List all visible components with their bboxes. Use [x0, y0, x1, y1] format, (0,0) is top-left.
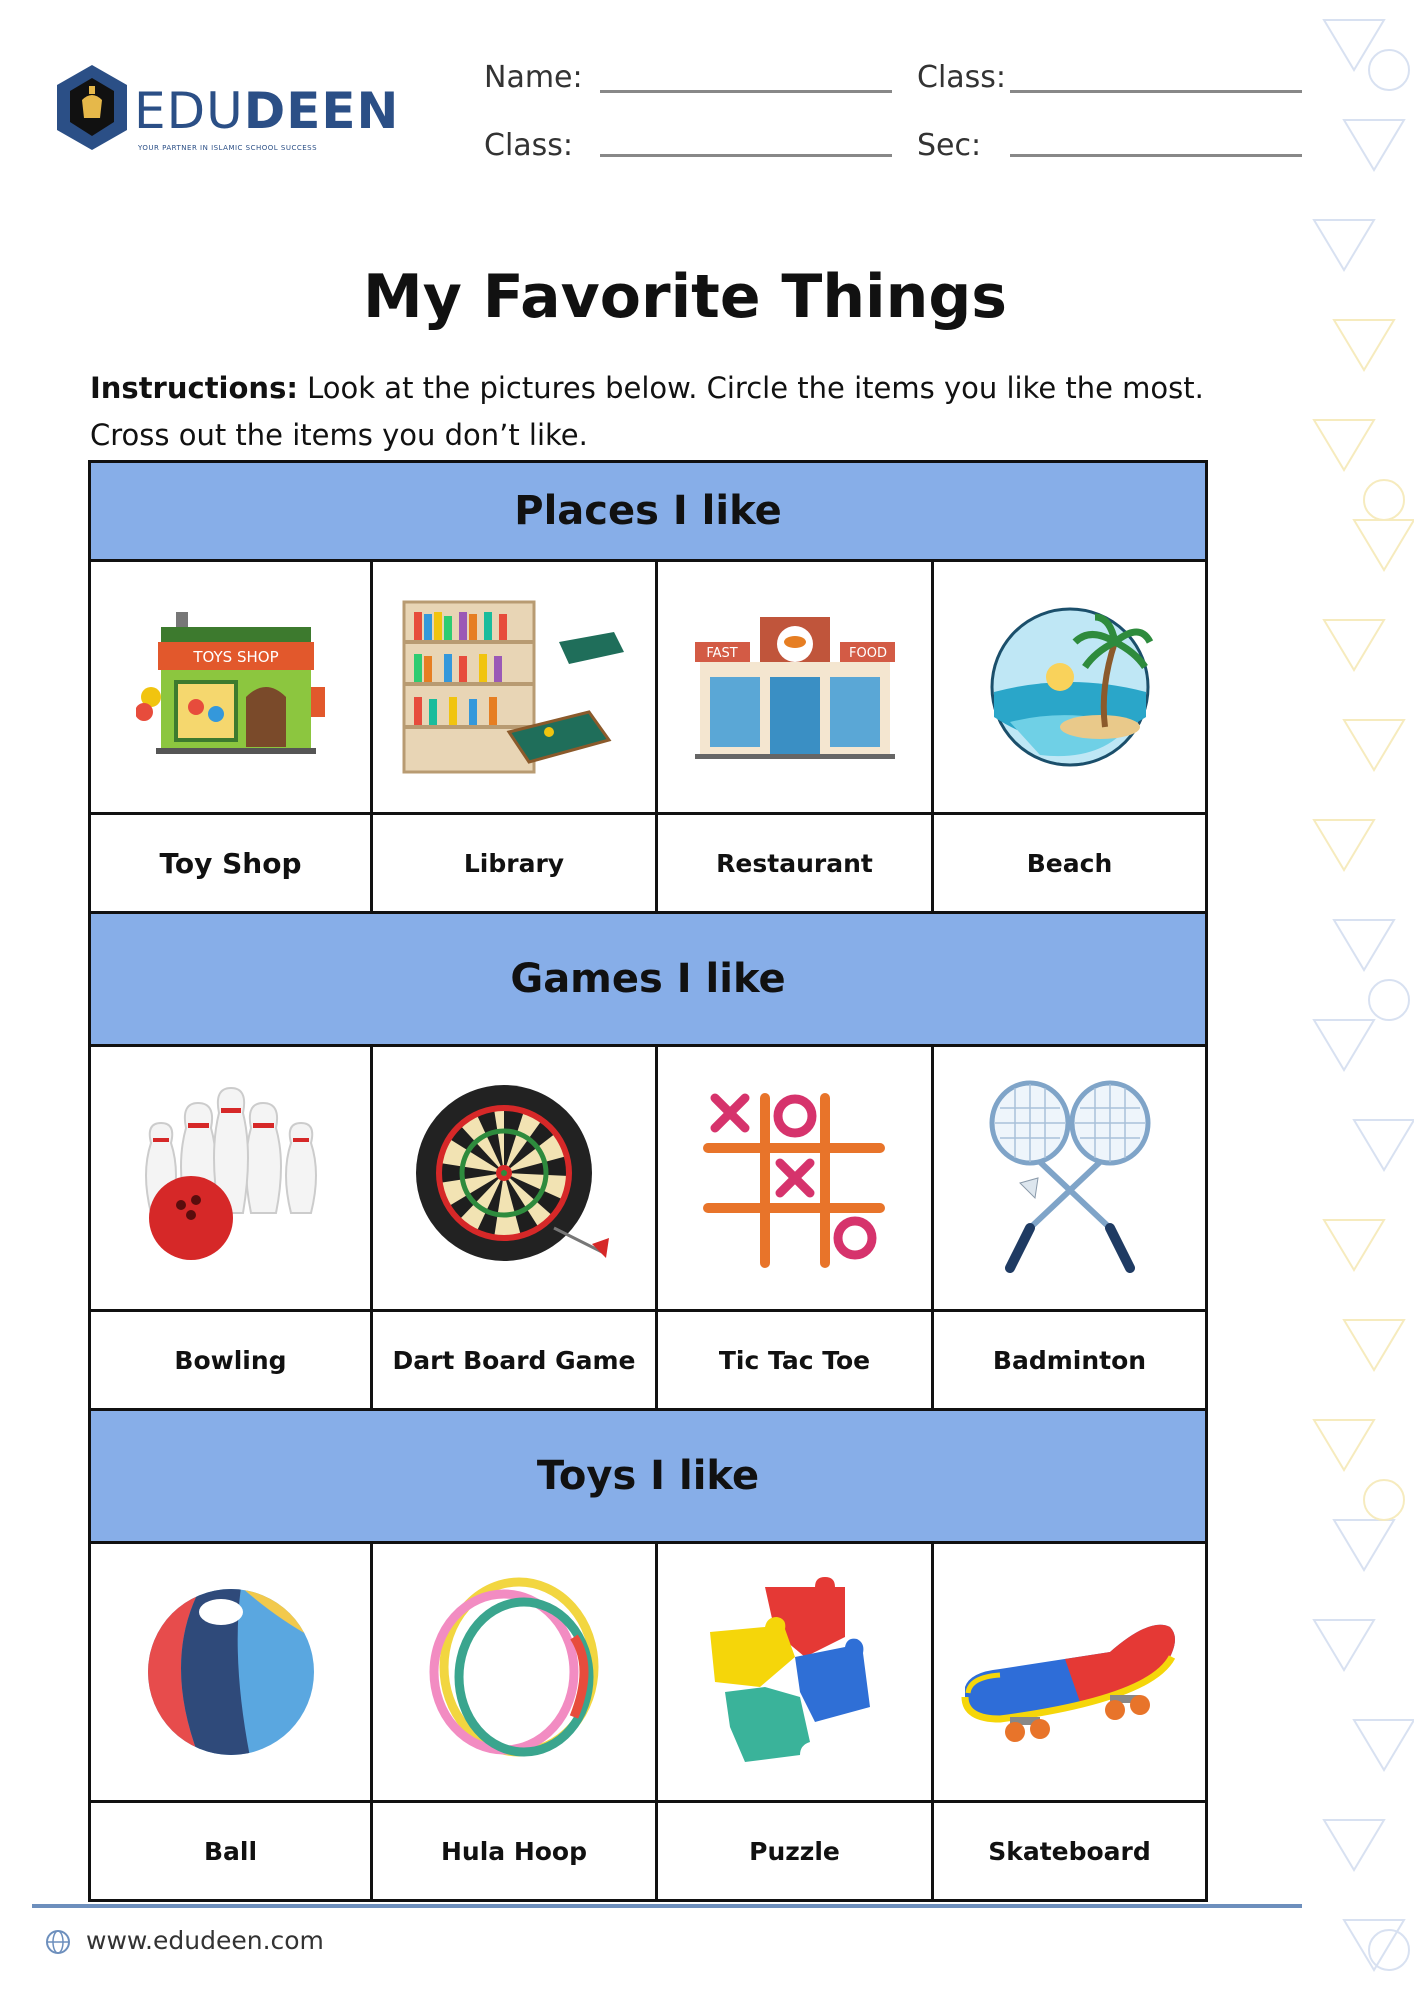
item-label-beach: Beach — [1026, 848, 1113, 878]
section-heading-toys: Toys I like — [91, 1411, 1205, 1544]
puzzle-cell[interactable] — [658, 1544, 934, 1800]
item-label-badminton: Badminton — [992, 1345, 1147, 1375]
beach-icon — [980, 597, 1160, 777]
bowling-icon — [131, 1083, 331, 1273]
page-title: My Favorite Things — [362, 262, 1007, 332]
toy-shop-sign: TOYS SHOP — [192, 648, 279, 666]
puzzle-icon — [705, 1577, 885, 1767]
item-label-restaurant: Restaurant — [716, 848, 873, 878]
logo-deen: DEEN — [243, 82, 400, 140]
item-label-tic-tac-toe: Tic Tac Toe — [718, 1345, 871, 1375]
restaurant-sign-left: FAST — [705, 646, 738, 661]
logo-wordmark — [134, 82, 399, 140]
sec-label: Sec: — [917, 128, 982, 163]
games-picture-row — [91, 1047, 1205, 1312]
section-heading-games: Games I like — [91, 914, 1205, 1047]
instructions — [90, 365, 1210, 459]
restaurant-sign-right: FOOD — [848, 646, 887, 661]
toy-shop-cell[interactable] — [91, 562, 373, 812]
class-label-bottom: Class: — [484, 128, 574, 163]
item-label-puzzle: Puzzle — [749, 1836, 840, 1866]
skateboard-icon — [960, 1597, 1180, 1747]
library-cell[interactable] — [373, 562, 658, 812]
item-label-bowling: Bowling — [174, 1345, 287, 1375]
toys-picture-row — [91, 1544, 1205, 1803]
item-label-toy-shop: Toy Shop — [159, 846, 302, 880]
places-picture-row — [91, 562, 1205, 815]
beach-cell[interactable] — [934, 562, 1205, 812]
edudeen-logo — [52, 60, 412, 170]
tic-tac-toe-icon — [700, 1083, 890, 1273]
dartboard-icon — [414, 1078, 614, 1278]
name-label: Name: — [484, 60, 583, 95]
footer-website-link[interactable]: www.edudeen.com — [86, 1926, 324, 1955]
favorites-table — [88, 460, 1208, 1902]
badminton-cell[interactable] — [934, 1047, 1205, 1309]
places-label-row — [91, 815, 1205, 914]
logo-tagline: YOUR PARTNER IN ISLAMIC SCHOOL SUCCESS — [138, 144, 318, 152]
library-icon — [399, 592, 629, 782]
logo-edu: EDU — [134, 82, 244, 140]
bowling-cell[interactable] — [91, 1047, 373, 1309]
restaurant-icon — [690, 612, 900, 762]
item-label-library: Library — [463, 848, 565, 878]
item-label-hula-hoop: Hula Hoop — [440, 1836, 588, 1866]
hula-hoop-cell[interactable] — [373, 1544, 658, 1800]
item-label-dart-board-game: Dart Board Game — [392, 1345, 636, 1375]
restaurant-cell[interactable] — [658, 562, 934, 812]
footer-divider — [32, 1904, 1302, 1908]
instructions-label: Instructions: — [90, 371, 298, 405]
sec-field[interactable] — [1010, 154, 1302, 157]
logo-hexagon-icon — [52, 60, 132, 160]
skateboard-cell[interactable] — [934, 1544, 1205, 1800]
badminton-icon — [980, 1078, 1160, 1278]
beach-ball-icon — [141, 1582, 321, 1762]
class-field-top[interactable] — [1010, 90, 1302, 93]
item-label-skateboard: Skateboard — [988, 1836, 1151, 1866]
instructions-line-2: Cross out the items you don’t like. — [90, 418, 588, 452]
dartboard-cell[interactable] — [373, 1047, 658, 1309]
tic-tac-toe-cell[interactable] — [658, 1047, 934, 1309]
class-label-top: Class: — [917, 60, 1007, 95]
instructions-line-1: Look at the pictures below. Circle the items you like the most. — [297, 371, 1204, 405]
ball-cell[interactable] — [91, 1544, 373, 1800]
toy-shop-icon — [136, 602, 326, 772]
name-field[interactable] — [600, 90, 892, 93]
globe-icon — [44, 1928, 72, 1956]
class-field-bottom[interactable] — [600, 154, 892, 157]
section-heading-places: Places I like — [91, 463, 1205, 562]
item-label-ball: Ball — [203, 1836, 258, 1866]
games-label-row — [91, 1312, 1205, 1411]
hula-hoop-icon — [424, 1577, 604, 1767]
toys-label-row — [91, 1803, 1205, 1899]
